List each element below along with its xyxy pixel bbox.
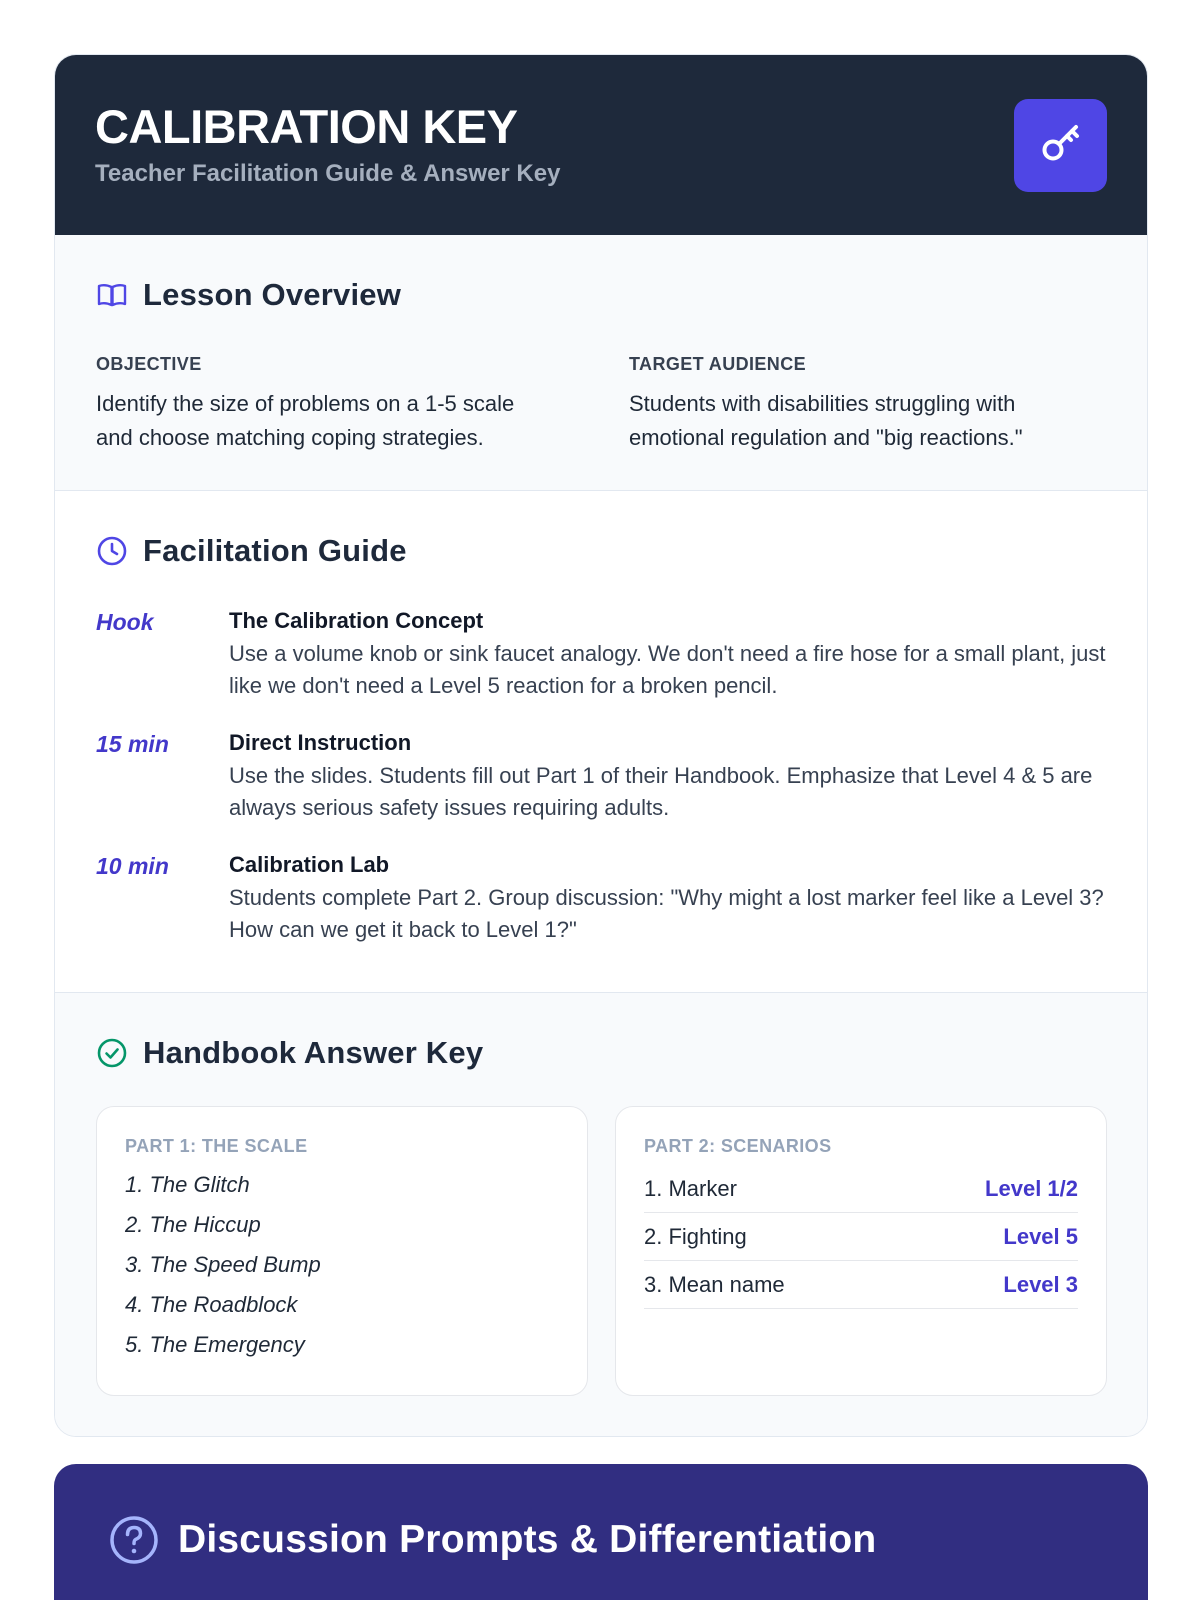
step-time: 15 min — [96, 731, 169, 757]
card-header — [55, 55, 1147, 235]
facilitation-steps — [96, 607, 1106, 973]
step-body — [229, 851, 1106, 946]
lesson-overview-heading-row — [95, 277, 401, 313]
part1-label: PART 1: THE SCALE — [125, 1136, 308, 1156]
book-open-icon — [95, 278, 129, 312]
question-circle-icon — [108, 1514, 160, 1566]
lesson-overview-heading: Lesson Overview — [143, 277, 402, 312]
step-description: Use a volume knob or sink faucet analogy. We don't need a fire hose for a small plant, just like we don't need a Level 5 reaction for a broken pencil. — [229, 641, 1106, 698]
part2-scenarios-box — [615, 1106, 1107, 1396]
scenario-name: 1. Marker — [644, 1175, 737, 1201]
handbook-answer-key-section — [55, 993, 1147, 1437]
facilitation-step — [96, 729, 1106, 824]
scale-item: 2. The Hiccup — [125, 1212, 261, 1237]
scenario-level: Level 3 — [1003, 1271, 1078, 1297]
scenario-level: Level 1/2 — [985, 1175, 1078, 1201]
scale-item: 1. The Glitch — [125, 1172, 250, 1197]
scenario-row — [644, 1165, 1078, 1213]
key-icon — [1036, 118, 1086, 173]
step-title: Direct Instruction — [229, 730, 412, 755]
scenario-level: Level 5 — [1003, 1223, 1078, 1249]
step-time: Hook — [96, 609, 154, 635]
discussion-heading-row — [108, 1514, 876, 1566]
discussion-prompts-card — [54, 1464, 1148, 1600]
scenario-row — [644, 1213, 1078, 1261]
scale-item: 3. The Speed Bump — [125, 1252, 321, 1277]
key-badge — [1014, 99, 1107, 192]
scenario-name: 2. Fighting — [644, 1223, 747, 1249]
target-audience-text: Students with disabilities struggling with emotional regulation and "big reactions." — [629, 391, 1023, 450]
facilitation-step — [96, 851, 1106, 946]
answer-key-heading: Handbook Answer Key — [143, 1035, 484, 1070]
scale-item: 4. The Roadblock — [125, 1292, 298, 1317]
calibration-key-card — [54, 54, 1148, 1437]
facilitation-guide-heading-row — [95, 533, 407, 569]
scenario-name: 3. Mean name — [644, 1271, 785, 1297]
step-title: Calibration Lab — [229, 852, 390, 877]
objective-block — [96, 353, 556, 455]
target-audience-block — [629, 353, 1089, 455]
discussion-heading: Discussion Prompts & Differentiation — [178, 1518, 877, 1561]
step-title: The Calibration Concept — [229, 608, 484, 633]
step-time: 10 min — [96, 853, 169, 879]
step-body — [229, 607, 1106, 702]
part1-scale-box — [96, 1106, 588, 1396]
part2-label: PART 2: SCENARIOS — [644, 1136, 832, 1156]
step-description: Students complete Part 2. Group discussion: "Why might a lost marker feel like a Level 3? How can we get it back to Level 1?" — [229, 885, 1104, 942]
page-title: CALIBRATION KEY — [95, 100, 518, 153]
step-description: Use the slides. Students fill out Part 1 of their Handbook. Emphasize that Level 4 & 5 are always serious safety issues requiring adults. — [229, 763, 1093, 820]
scale-item: 5. The Emergency — [125, 1332, 305, 1357]
target-audience-label: TARGET AUDIENCE — [629, 354, 806, 374]
facilitation-guide-heading: Facilitation Guide — [143, 533, 407, 568]
answer-key-heading-row — [95, 1035, 483, 1071]
page-subtitle: Teacher Facilitation Guide & Answer Key — [95, 160, 561, 187]
step-body — [229, 729, 1106, 824]
objective-label: OBJECTIVE — [96, 354, 202, 374]
facilitation-step — [96, 607, 1106, 702]
facilitation-guide-section — [55, 491, 1147, 993]
objective-text: Identify the size of problems on a 1-5 scale and choose matching coping strategies. — [96, 391, 515, 450]
check-circle-icon — [95, 1036, 129, 1070]
clock-icon — [95, 534, 129, 568]
scenario-row — [644, 1261, 1078, 1309]
lesson-overview-section — [55, 235, 1147, 491]
